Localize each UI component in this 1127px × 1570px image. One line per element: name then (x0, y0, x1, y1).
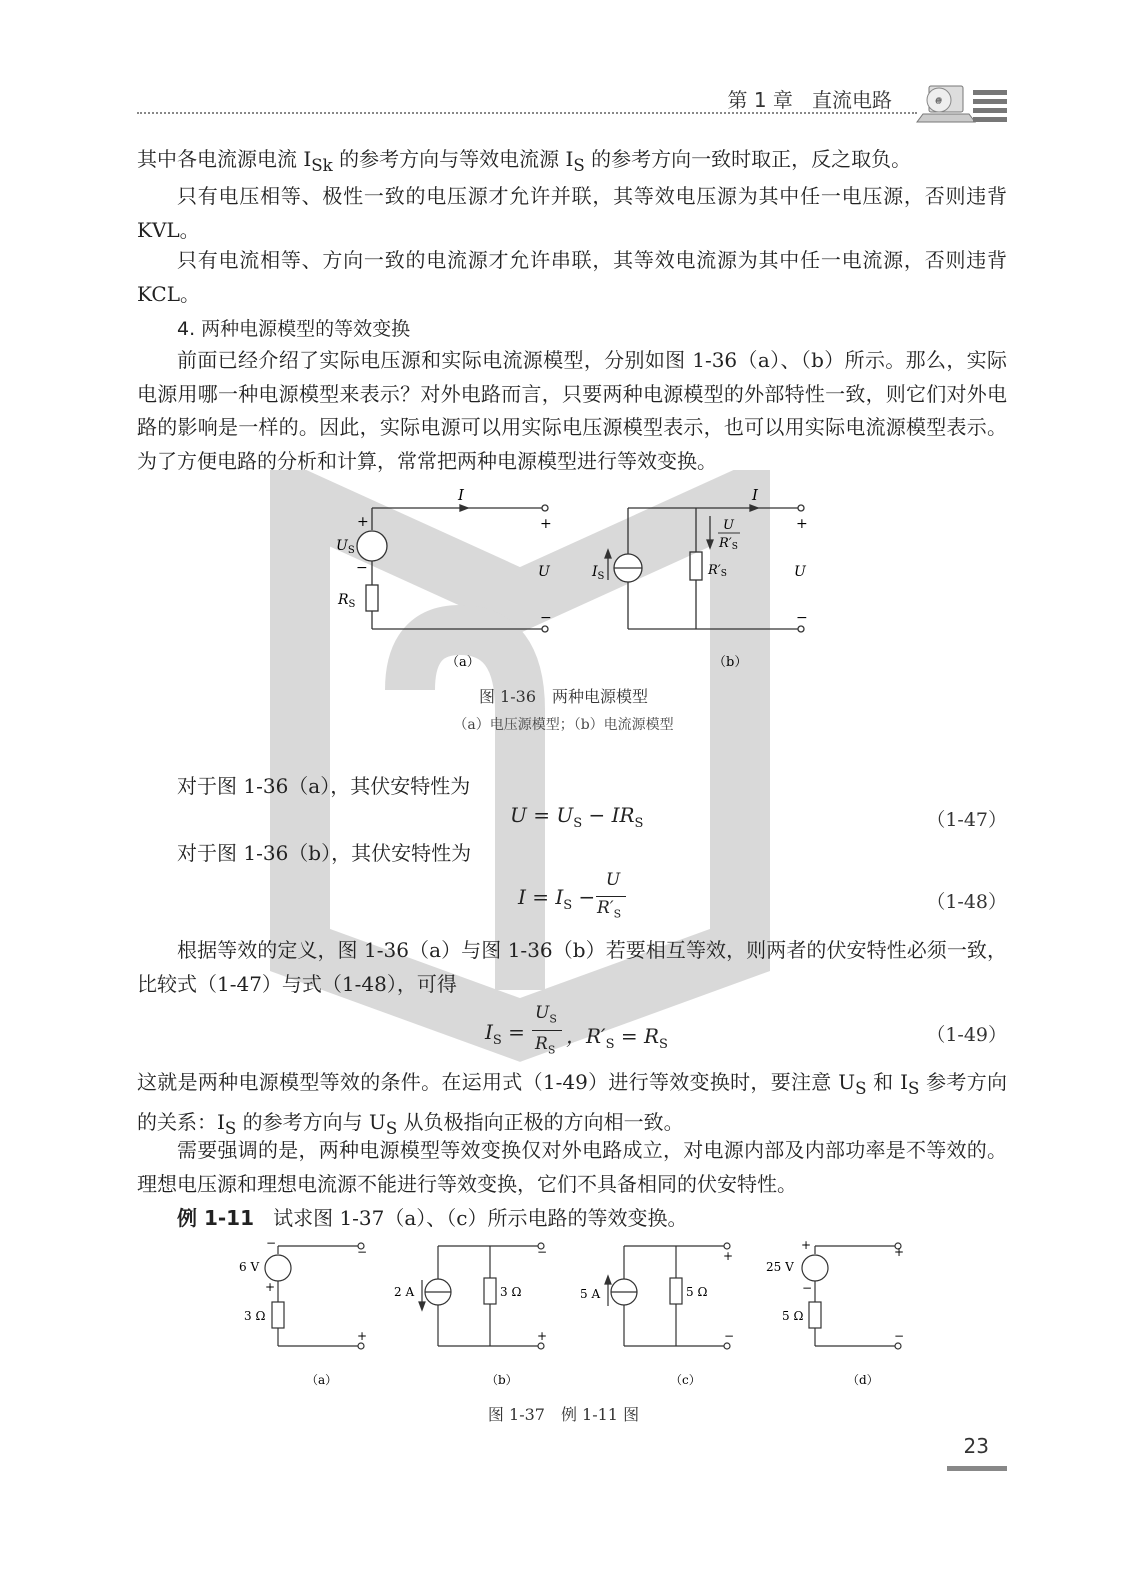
svg-text:+: + (723, 1249, 734, 1263)
paragraph-9: 需要强调的是，两种电源模型等效变换仅对外电路成立，对电源内部及内部功率是不等效的。理想电压源和理想电流源不能进行等效变换，它们不具备相同的伏安特性。 (137, 1138, 1007, 1196)
svg-text:−: − (357, 1245, 368, 1259)
svg-text:R′S: R′S (719, 536, 738, 552)
fig36a-rs-label: $R_S$ (338, 592, 356, 610)
svg-text:+: + (357, 514, 369, 530)
equation-1-48-denominator: $R'_S$ (597, 898, 622, 921)
page-number-bar (947, 1466, 1007, 1471)
svg-text:U: U (794, 564, 806, 580)
svg-text:（b）: （b） (486, 1373, 518, 1387)
svg-text:−: − (802, 1281, 813, 1295)
figure-1-37 (230, 1236, 920, 1396)
circuit-current-source-model (605, 505, 804, 632)
svg-text:+: + (265, 1280, 276, 1294)
header-title (727, 84, 892, 113)
svg-text:+: + (537, 1329, 548, 1343)
equation-1-49-fraction-bar (532, 1030, 562, 1031)
svg-text:−: − (724, 1329, 735, 1343)
svg-text:−: − (540, 610, 552, 626)
svg-text:（d）: （d） (847, 1373, 879, 1387)
fig37a-resistor: 3 Ω (244, 1309, 266, 1323)
fig37d-voltage: 25 V (766, 1260, 794, 1274)
circuit-1-37c (605, 1243, 730, 1349)
header-dotted-rule (137, 112, 917, 114)
equation-1-49-lhs: $I_S$ = (485, 1020, 525, 1048)
svg-text:+: + (801, 1238, 812, 1252)
svg-text:−: − (796, 610, 808, 626)
header-chapter-title: 直流电路 (812, 88, 892, 112)
equation-number-1-49: （1-49） (926, 1024, 1007, 1046)
svg-text:R′S: R′S (708, 563, 727, 579)
laptop-disc-icon (907, 82, 1007, 126)
fig36b-is-label: $I_S$ (592, 564, 605, 582)
fig37c-resistor: 5 Ω (686, 1285, 708, 1299)
example-1-11 (177, 1202, 1007, 1236)
svg-text:U: U (538, 564, 550, 580)
svg-text:（a）: （a） (306, 1373, 338, 1387)
svg-text:−: − (894, 1329, 905, 1343)
paragraph-1: 其中各电流源电流 $I_{Sk}$ 的参考方向与等效电流源 $I_S$ 的参考方向一致时取正，反之取负。 (137, 147, 912, 175)
fig37a-voltage: 6 V (239, 1260, 260, 1274)
paragraph-7: 根据等效的定义，图 1-36（a）与图 1-36（b）若要相互等效，则两者的伏安特性必须一致，比较式（1-47）与式（1-48），可得 (137, 938, 1007, 996)
equation-1-49-denominator: $R_S$ (535, 1034, 556, 1057)
equation-1-47: $U = U_S - IR_S$ (510, 803, 644, 831)
fig36-label-b: （b） (713, 655, 748, 670)
paragraph-4: 前面已经介绍了实际电压源和实际电流源模型，分别如图 1-36（a）、（b）所示。那么，实际电源用哪一种电源模型来表示？对外电路而言，只要两种电源模型的外部特性一致，则它们对外电路的影响是一样的。因此，实际电源可以用实际电压源模型表示，也可以用实际电流源模型表示。为了方便电路的分析和计算，常常把两种电源模型进行等效变换。 (137, 348, 1007, 473)
svg-text:I: I (752, 486, 758, 504)
header-chapter: 第 1 章 (727, 88, 793, 112)
svg-text:+: + (894, 1245, 905, 1259)
fig37d-resistor: 5 Ω (782, 1309, 804, 1323)
svg-text:+: + (357, 1329, 368, 1343)
circuit-1-37d (802, 1243, 901, 1349)
figure-1-36-caption: 图 1-36 两种电源模型 (478, 687, 649, 706)
figure-1-37-caption: 图 1-37 例 1-11 图 (487, 1405, 640, 1424)
equation-1-48: $I = I_S$ − (518, 885, 596, 913)
equation-1-49-numerator: $U_S$ (535, 1003, 557, 1026)
section-heading: 4. 两种电源模型的等效变换 (177, 318, 411, 340)
svg-text:（c）: （c） (670, 1373, 701, 1387)
fig37c-current: 5 A (580, 1287, 601, 1301)
paragraph-2: 只有电压相等、极性一致的电压源才允许并联，其等效电压源为其中任一电压源，否则违背 KVL。 (137, 184, 1007, 242)
figure-1-36 (320, 480, 840, 680)
example-text: 试求图 1-37（a）、（c）所示电路的等效变换。 (273, 1206, 688, 1230)
svg-text:U: U (723, 518, 734, 533)
equation-1-48-fraction-bar (596, 896, 626, 897)
paragraph-6: 对于图 1-36（b），其伏安特性为 (177, 841, 472, 865)
circuit-1-37a (265, 1243, 364, 1349)
circuit-voltage-source-model (357, 505, 548, 632)
svg-text:+: + (540, 516, 552, 532)
paragraph-5: 对于图 1-36（a），其伏安特性为 (177, 774, 471, 798)
svg-text:+: + (796, 516, 808, 532)
example-label: 例 1-11 (177, 1206, 255, 1230)
equation-number-1-47: （1-47） (926, 809, 1007, 831)
svg-text:−: − (356, 560, 368, 576)
page-number: 23 (963, 1434, 989, 1458)
equation-1-48-numerator: U (605, 870, 621, 890)
svg-text:−: − (266, 1236, 277, 1250)
fig36a-us-label: $U_S$ (336, 538, 355, 556)
svg-text:−: − (537, 1245, 548, 1259)
fig36-label-a: （a） (446, 655, 480, 670)
paragraph-8: 这就是两种电源模型等效的条件。在运用式（1-49）进行等效变换时，要注意 $U_S$ 和 $I_S$ 参考方向的关系：$I_S$ 的参考方向与 $U_S$ 从负极指向正极的方向相一致。 (137, 1070, 1007, 1138)
fig37b-resistor: 3 Ω (500, 1285, 522, 1299)
fig37b-current: 2 A (394, 1285, 415, 1299)
figure-1-36-subcaption: （a）电压源模型；（b）电流源模型 (453, 717, 674, 733)
page-header (137, 82, 1007, 122)
circuit-1-37b (419, 1243, 544, 1349)
paragraph-3: 只有电流相等、方向一致的电流源才允许串联，其等效电流源为其中任一电流源，否则违背 KCL。 (137, 248, 1007, 306)
fig36a-current-label: I (458, 486, 464, 504)
equation-1-49-rhs: ，$R'_S = R_S$ (566, 1024, 668, 1052)
equation-number-1-48: （1-48） (926, 891, 1007, 913)
svg-text:e: e (935, 94, 942, 107)
